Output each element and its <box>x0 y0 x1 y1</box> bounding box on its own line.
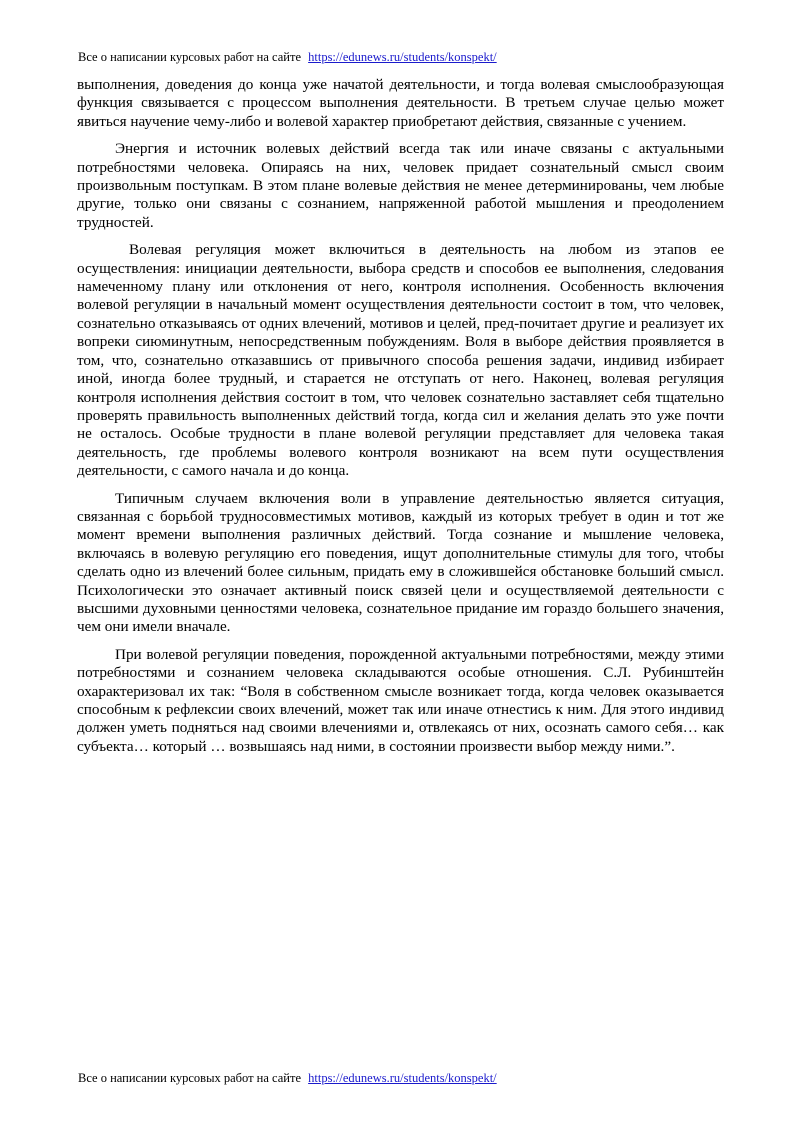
header-link[interactable]: https://edunews.ru/students/konspekt/ <box>308 50 497 64</box>
footer-text: Все о написании курсовых работ на сайте <box>78 1071 301 1085</box>
header-text: Все о написании курсовых работ на сайте <box>78 50 301 64</box>
footer-link[interactable]: https://edunews.ru/students/konspekt/ <box>308 1071 497 1085</box>
page-footer <box>78 1070 728 1086</box>
page-header <box>78 49 728 65</box>
paragraph: Энергия и источник волевых действий всегда так или иначе связаны с актуальными потребностями человека. Опираясь на них, человек придает сознательный смысл своим произвольным поступкам. В этом плане волевые действия не менее детерминированы, чем любые другие, только они связаны с сознанием, напряженной работой мышления и преодолением трудностей. <box>77 140 724 231</box>
paragraph: выполнения, доведения до конца уже начатой деятельности, и тогда волевая смыслообразующая функция связывается с процессом выполнения деятельности. В третьем случае целью может явиться научение чему-либо и волевой характер приобретают действия, связанные с учением. <box>77 76 724 130</box>
paragraph: При волевой регуляции поведения, порожденной актуальными потребностями, между этими потребностями и сознанием человека складываются особые отношения. С.Л. Рубинштейн охарактеризовал их так: “Воля в собственном смысле возникает тогда, когда человек оказывается способным к рефлексии своих влечений, может так или иначе отнестись к ним. Для этого индивид должен уметь подняться над своими влечениями и, отвлекаясь от них, осознать самого себя… как субъекта… который … возвышаясь над ними, в состоянии произвести выбор между ними.”. <box>77 645 724 755</box>
paragraph: Волевая регуляция может включиться в деятельность на любом из этапов ее осуществления: инициации деятельности, выбора средств и способов ее выполнения, следования намеченному плану или отклонения от него, контроля исполнения. Особенность включения волевой регуляции в начальный момент осуществления деятельности состоит в том, что человек, сознательно отказываясь от одних влечений, мотивов и целей, пред-почитает другие и реализует их вопреки сиюминутным, непосредственным побуждениям. Воля в выборе действия проявляется в том, что, сознательно отказавшись от привычного способа решения задачи, индивид избирает иной, иногда более трудный, и старается не отступать от него. Наконец, волевая регуляция контроля исполнения действия состоит в том, что человек сознательно заставляет себя тщательно проверять правильность выполненных действий тогда, когда сил и желания делать это уже почти не осталось. Особые трудности в плане волевой регуляции представляет для человека такая деятельность, где проблемы волевого контроля возникают на всем пути осуществления деятельности, с самого начала и до конца. <box>77 241 724 480</box>
paragraph: Типичным случаем включения воли в управление деятельностью является ситуация, связанная с борьбой трудносовместимых мотивов, каждый из которых требует в один и тот же момент времени выполнения различных действий. Тогда сознание и мышление человека, включаясь в волевую регуляцию его поведения, ищут дополнительные стимулы для того, чтобы сделать одно из влечений более сильным, придать ему в сложившейся обстановке больший смысл. Психологически это означает активный поиск связей цели и осуществляемой деятельности с высшими духовными ценностями человека, сознательное придание им гораздо большего значения, чем они имели вначале. <box>77 489 724 636</box>
document-body <box>77 76 724 765</box>
